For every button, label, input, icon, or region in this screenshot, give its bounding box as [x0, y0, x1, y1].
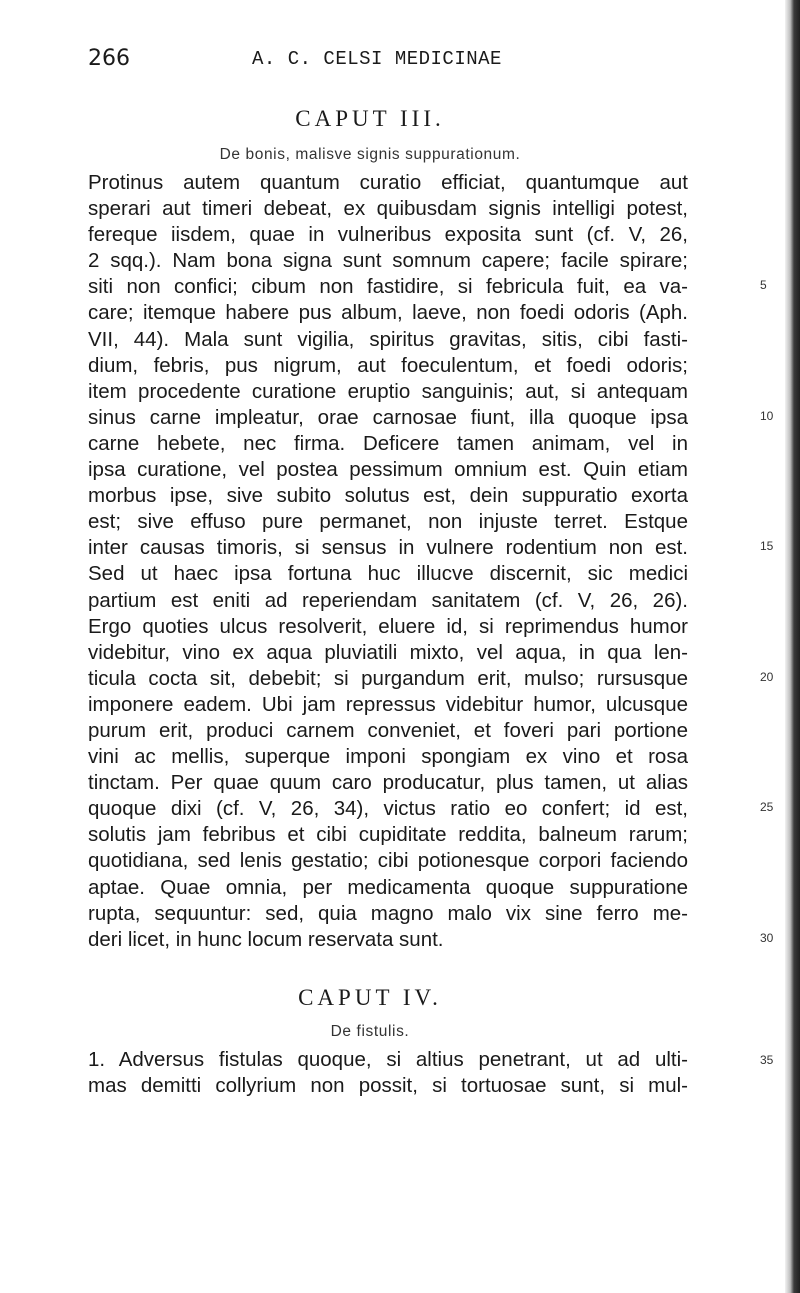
text-line: deri licet, in hunc locum reservata sunt. [88, 927, 444, 951]
text-line: sinus carne impleatur, orae carnosae fiunt, illa quoque ipsa [88, 405, 688, 429]
text-line: siti non confici; cibum non fastidire, si febricula fuit, ea va- [88, 275, 688, 299]
text-line: 2 sqq.). Nam bona signa sunt somnum capere; facile spirare; [88, 249, 688, 273]
text-line: purum erit, produci carnem conveniet, et foveri pari portione [88, 718, 688, 742]
margin-line-number: 30 [760, 931, 774, 945]
text-line: ticula cocta sit, debebit; si purgandum erit, mulso; rursusque [88, 666, 688, 690]
text-line: partium est eniti ad reperiendam sanitatem (cf. V, 26, 26). [88, 588, 688, 612]
text-line: morbus ipse, sive subito solutus est, dein suppuratio exorta [88, 484, 688, 508]
text-line: est; sive effuso pure permanet, non injuste terret. Estque [88, 510, 688, 534]
margin-line-number: 15 [760, 539, 774, 553]
text-line: mas demitti collyrium non possit, si tortuosae sunt, si mul- [88, 1074, 688, 1098]
margin-line-number: 25 [760, 800, 774, 814]
text-line: care; itemque habere pus album, laeve, non foedi odoris (Aph. [88, 301, 688, 325]
chapter-4-body [88, 1047, 688, 1099]
margin-line-number: 5 [760, 278, 767, 292]
text-line: rupta, sequuntur: sed, quia magno malo vix sine ferro me- [88, 901, 688, 925]
margin-line-number: 10 [760, 409, 774, 423]
chapter-3-title: CAPUT III. [295, 106, 445, 131]
text-line: vini ac mellis, superque imponi spongiam ex vino et rosa [88, 745, 688, 769]
text-line: fereque iisdem, quae in vulneribus exposita sunt (cf. V, 26, [88, 223, 688, 247]
text-line: VII, 44). Mala sunt vigilia, spiritus gravitas, sitis, cibi fasti- [88, 327, 688, 351]
text-line: dium, febris, pus nigrum, aut foeculentum, et foedi odoris; [88, 353, 688, 377]
text-line: quotidiana, sed lenis gestatio; cibi potionesque corpori faciendo [88, 849, 688, 873]
chapter-3-body [88, 170, 688, 953]
text-line: inter causas timoris, si sensus in vulnere rodentium non est. [88, 536, 688, 560]
margin-line-number: 35 [760, 1053, 774, 1067]
page-number: 266 [88, 46, 130, 71]
text-line: 1. Adversus fistulas quoque, si altius penetrant, ut ad ulti- [88, 1048, 688, 1071]
facing-page-edge [785, 0, 800, 1293]
text-line: ipsa curatione, vel postea pessimum omnium est. Quin etiam [88, 458, 688, 482]
chapter-4-subtitle: De fistulis. [330, 1023, 410, 1040]
text-line: imponere eadem. Ubi jam repressus videbitur humor, ulcusque [88, 692, 688, 716]
text-line: videbitur, vino ex aqua pluviatili mixto, vel aqua, in qua len- [88, 640, 688, 664]
text-line: tinctam. Per quae quum caro producatur, plus tamen, ut alias [88, 771, 688, 795]
text-line: Sed ut haec ipsa fortuna huc illucve discernit, sic medici [88, 562, 688, 586]
text-line: item procedente curatione eruptio sanguinis; aut, si antequam [88, 379, 688, 403]
text-line: sperari aut timeri debeat, ex quibusdam signis intelligi potest, [88, 197, 688, 221]
chapter-4-title: CAPUT IV. [298, 985, 442, 1010]
margin-line-number: 20 [760, 670, 774, 684]
text-line: Ergo quoties ulcus resolverit, eluere id, si reprimendus humor [88, 614, 688, 638]
running-head [0, 46, 760, 76]
chapter-3-subtitle: De bonis, malisve signis suppurationum. [219, 146, 521, 163]
text-line: aptae. Quae omnia, per medicamenta quoque suppuratione [88, 875, 688, 899]
text-line: solutis jam febribus et cibi cupiditate reddita, balneum rarum; [88, 823, 688, 847]
book-title: A. C. CELSI MEDICINAE [252, 48, 502, 70]
text-line: Protinus autem quantum curatio efficiat, quantumque aut [88, 171, 688, 194]
text-line: quoque dixi (cf. V, 26, 34), victus ratio eo confert; id est, [88, 797, 688, 821]
text-line: carne hebete, nec firma. Deficere tamen animam, vel in [88, 431, 688, 455]
